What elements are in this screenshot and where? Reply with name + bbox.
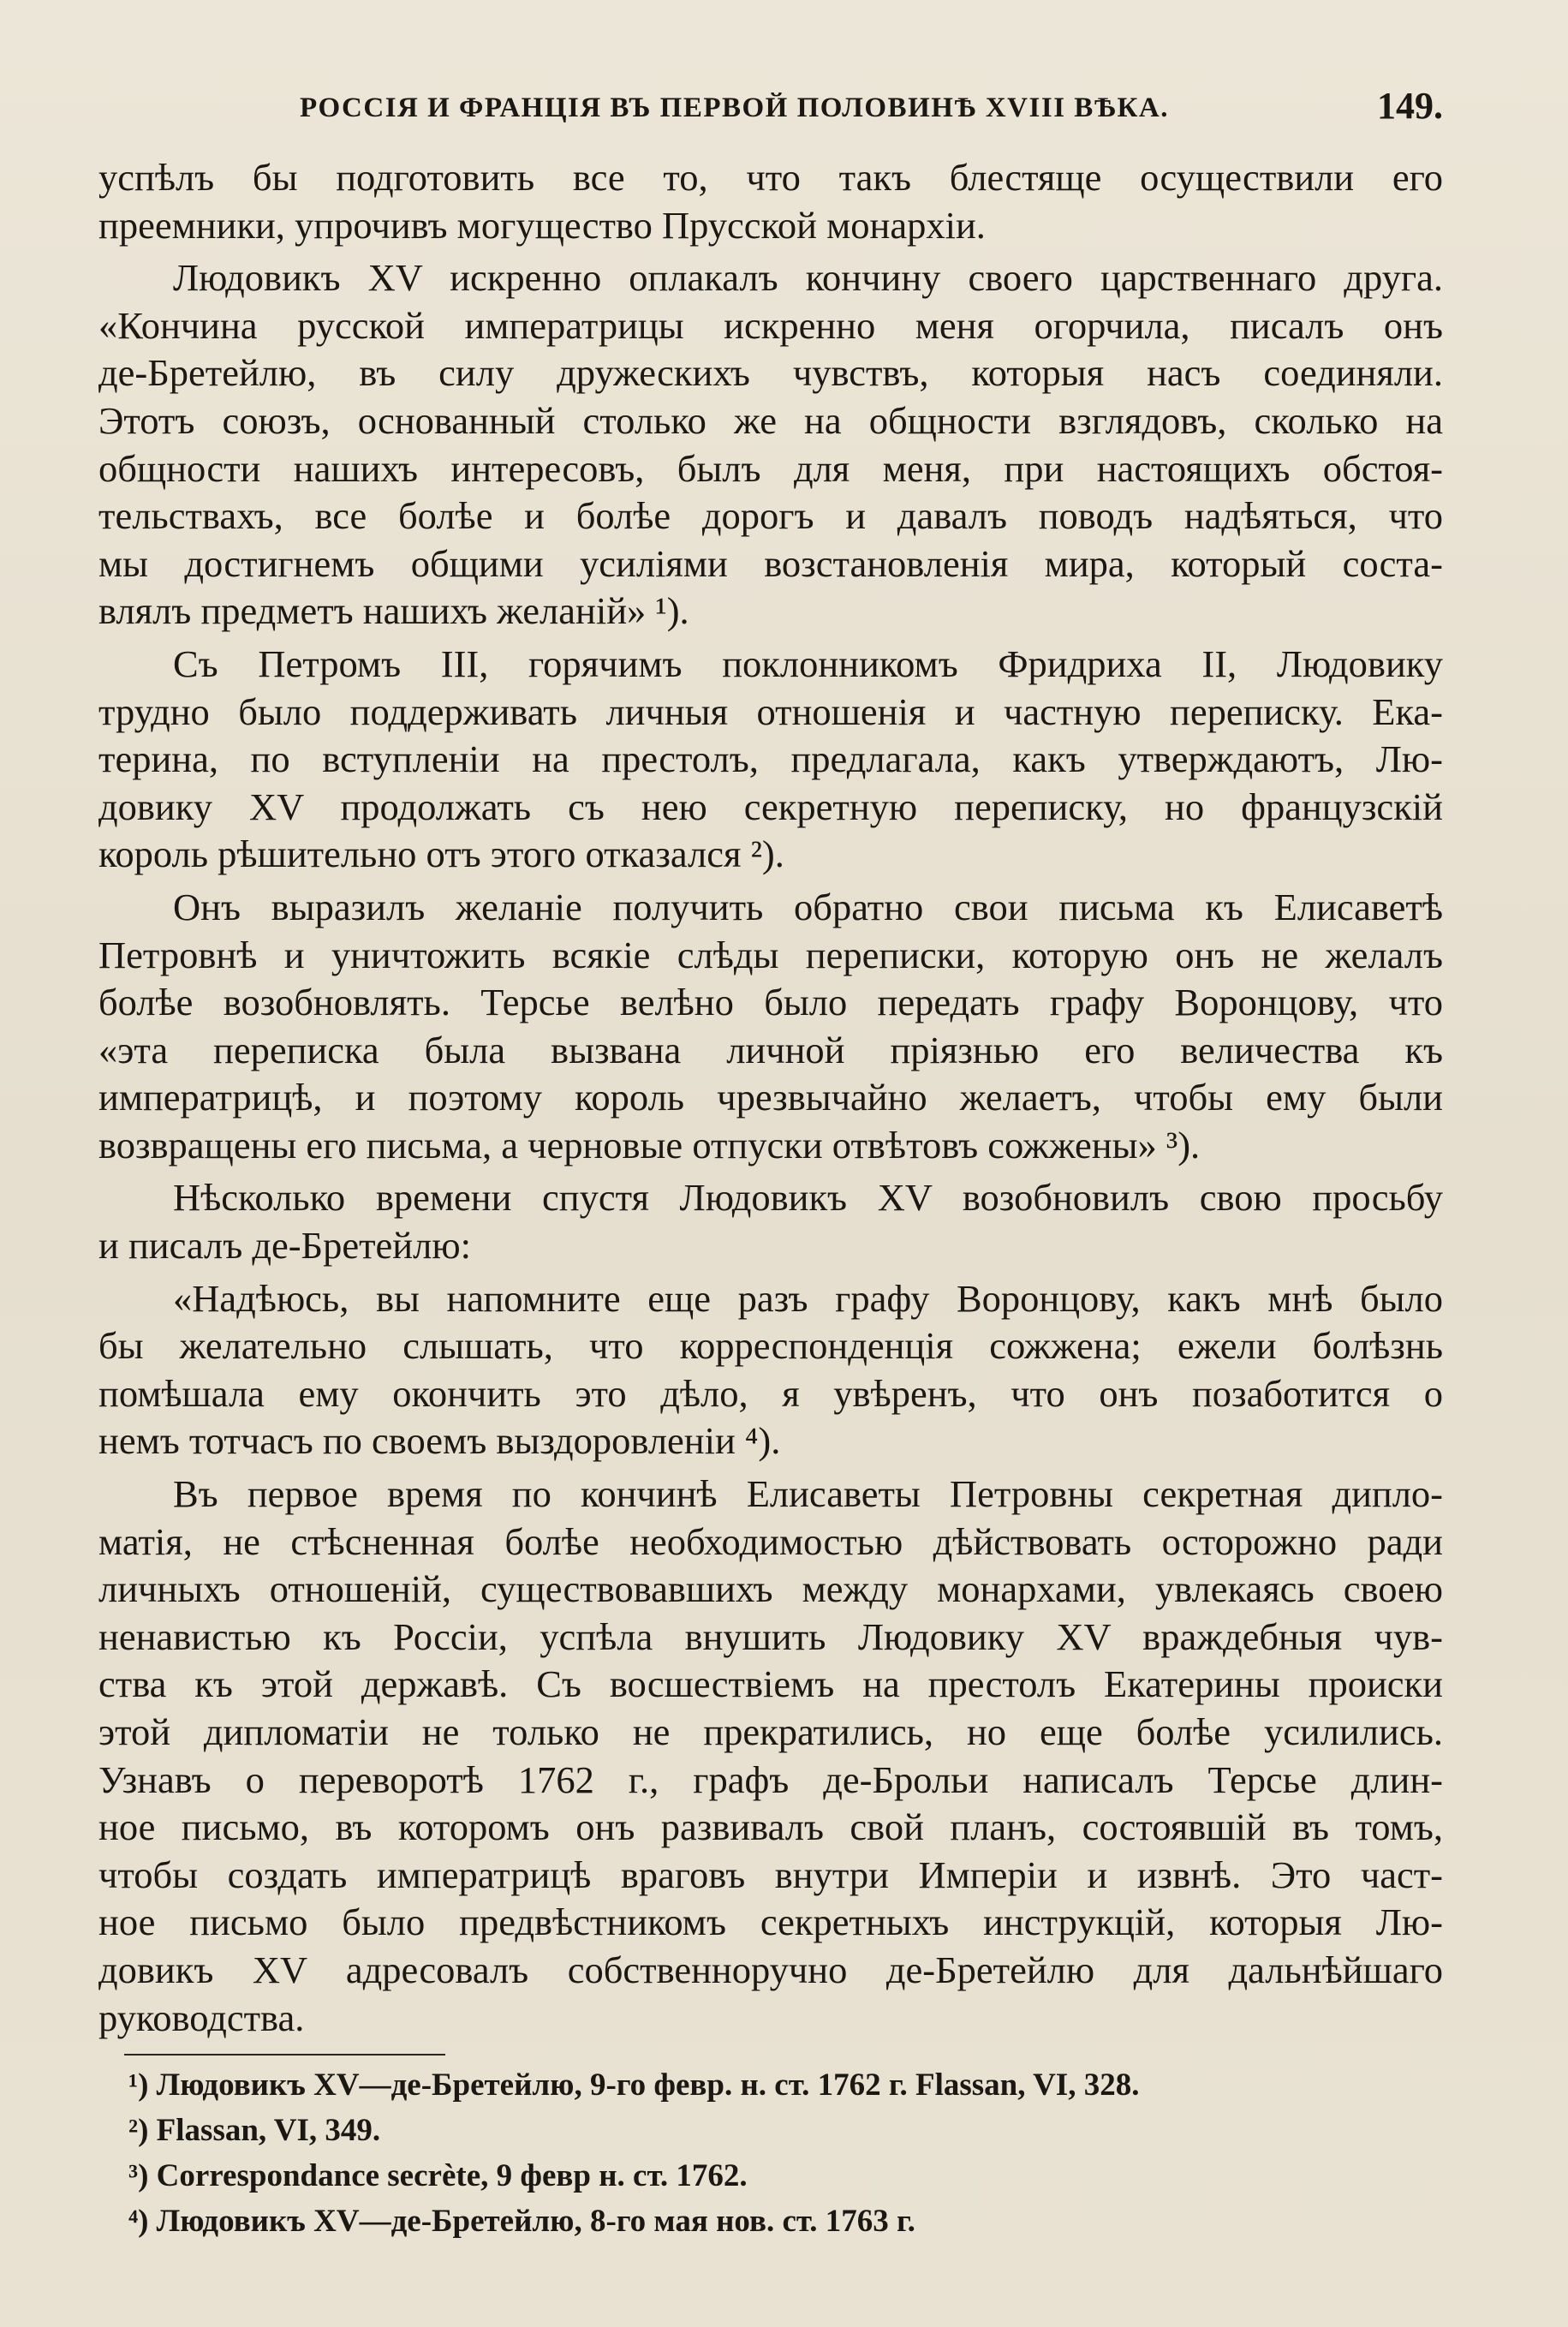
text-line: довикъ XV адресовалъ собственноручно де-Бретейлю для дальнѣйшаго bbox=[98, 1948, 1443, 1991]
text-line: преемники, упрочивъ могущество Прусской монархіи. bbox=[98, 203, 986, 247]
text-line: «Надѣюсь, вы напомните еще разъ графу Воронцову, какъ мнѣ было bbox=[173, 1276, 1443, 1320]
page-number: 149. bbox=[1377, 85, 1443, 127]
text-line: немъ тотчасъ по своемъ выздоровленіи ⁴). bbox=[98, 1419, 781, 1463]
text-line: Узнавъ о переворотѣ 1762 г., графъ де-Брольи написалъ Терсье длин- bbox=[98, 1757, 1443, 1801]
paragraph bbox=[98, 1471, 1443, 2042]
text-line: руководства. bbox=[98, 1996, 305, 2039]
paragraph bbox=[98, 641, 1443, 879]
page-header bbox=[98, 84, 1443, 135]
paragraph bbox=[98, 884, 1443, 1170]
text-line: императрицѣ, и поэтому король чрезвычайно желаетъ, чтобы ему были bbox=[98, 1076, 1443, 1119]
footnote: ³) Correspondance secrète, 9 февр н. ст. 1762. bbox=[128, 2158, 748, 2193]
text-line: Онъ выразилъ желаніе получить обратно свои письма къ Елисаветѣ bbox=[173, 885, 1443, 928]
text-line: этой дипломатіи не только не прекратились, но еще болѣе усилились. bbox=[98, 1710, 1443, 1753]
footnote: ¹) Людовикъ XV—де-Бретейлю, 9-го февр. н. ст. 1762 г. Flassan, VI, 328. bbox=[128, 2067, 1140, 2103]
text-line: Нѣсколько времени спустя Людовикъ XV возобновилъ свою просьбу bbox=[173, 1176, 1443, 1220]
text-line: личныхъ отношеній, существовавшихъ между монархами, увлекаясь своею bbox=[98, 1567, 1443, 1611]
text-line: мы достигнемъ общими усиліями возстановленія мира, который соста- bbox=[98, 541, 1443, 585]
paragraph bbox=[98, 1275, 1443, 1465]
footnote-divider bbox=[124, 2054, 445, 2056]
text-line: трудно было поддерживать личныя отношенія и частную переписку. Ека- bbox=[98, 689, 1443, 733]
text-line: ное письмо, въ которомъ онъ развивалъ свой планъ, состоявшій въ томъ, bbox=[98, 1805, 1443, 1849]
text-line: бы желательно слышать, что корреспонденція сожжена; ежели болѣзнь bbox=[98, 1324, 1443, 1368]
text-line: довику XV продолжать съ нею секретную переписку, но французскій bbox=[98, 785, 1443, 828]
footnote: ⁴) Людовикъ XV—де-Бретейлю, 8-го мая нов. ст. 1763 г. bbox=[128, 2204, 915, 2239]
text-line: Этотъ союзъ, основанный столько же на общности взглядовъ, сколько на bbox=[98, 398, 1443, 442]
paragraph bbox=[98, 154, 1443, 249]
text-line: чтобы создать императрицѣ враговъ внутри Имперіи и извнѣ. Это част- bbox=[98, 1853, 1443, 1896]
text-line: матія, не стѣсненная болѣе необходимостью дѣйствовать осторожно ради bbox=[98, 1519, 1443, 1563]
text-line: терина, по вступленіи на престолъ, предлагала, какъ утверждаютъ, Лю- bbox=[98, 737, 1443, 781]
text-line: тельствахъ, все болѣе и болѣе дорогъ и давалъ поводъ надѣяться, что bbox=[98, 494, 1443, 538]
paragraph bbox=[98, 1174, 1443, 1269]
text-line: и писалъ де-Бретейлю: bbox=[98, 1224, 471, 1268]
text-line: де-Бретейлю, въ силу дружескихъ чувствъ, которыя насъ соединяли. bbox=[98, 351, 1443, 395]
text-line: успѣлъ бы подготовить все то, что такъ блестяще осуществили его bbox=[98, 156, 1443, 199]
text-line: «эта переписка была вызвана личной пріязнью его величества къ bbox=[98, 1028, 1443, 1071]
text-line: Въ первое время по кончинѣ Елисаветы Петровны секретная дипло- bbox=[173, 1472, 1443, 1516]
text-line: ства къ этой державѣ. Съ восшествіемъ на престолъ Екатерины происки bbox=[98, 1662, 1443, 1706]
footnotes bbox=[128, 2062, 1439, 2244]
running-title: РОССІЯ И ФРАНЦІЯ ВЪ ПЕРВОЙ ПОЛОВИНѢ XVIII ВѢКА. bbox=[300, 92, 1170, 123]
text-line: Петровнѣ и уничтожить всякіе слѣды переписки, которую онъ не желалъ bbox=[98, 933, 1443, 976]
text-line: ное письмо было предвѣстникомъ секретныхъ инструкцій, которыя Лю- bbox=[98, 1900, 1443, 1944]
text-line: помѣшала ему окончить это дѣло, я увѣренъ, что онъ позаботится о bbox=[98, 1371, 1443, 1415]
text-line: «Кончина русской императрицы искренно меня огорчила, писалъ онъ bbox=[98, 303, 1443, 347]
text-line: возвращены его письма, а черновые отпуски отвѣтовъ сожжены» ³). bbox=[98, 1123, 1201, 1166]
text-line: Съ Петромъ III, горячимъ поклонникомъ Фридриха II, Людовику bbox=[173, 641, 1443, 685]
text-line: ненавистью къ Россіи, успѣла внушить Людовику XV враждебныя чув- bbox=[98, 1614, 1443, 1658]
text-line: общности нашихъ интересовъ, былъ для меня, при настоящихъ обстоя- bbox=[98, 446, 1443, 490]
text-line: болѣе возобновлять. Терсье велѣно было передать графу Воронцову, что bbox=[98, 981, 1443, 1024]
paragraph bbox=[98, 254, 1443, 635]
text-line: Людовикъ XV искренно оплакалъ кончину своего царственнаго друга. bbox=[173, 256, 1443, 300]
main-text bbox=[98, 154, 1443, 2047]
text-line: влялъ предметъ нашихъ желаній» ¹). bbox=[98, 589, 689, 633]
footnote: ²) Flassan, VI, 349. bbox=[128, 2113, 381, 2148]
text-line: король рѣшительно отъ этого отказался ²). bbox=[98, 832, 784, 876]
